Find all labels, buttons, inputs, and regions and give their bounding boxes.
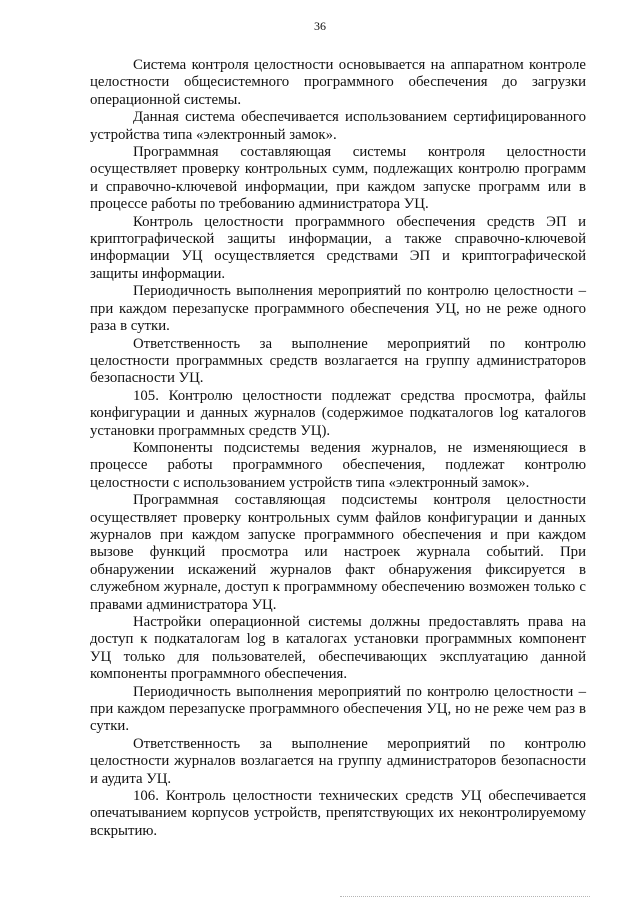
paragraph: Настройки операционной системы должны предоставлять права на доступ к подкаталогам log в каталогах установки программных компонент УЦ только для пользователей, обеспечивающих эксплуатацию данной компоненты программного обеспечения. xyxy=(90,614,586,683)
paragraph: Контроль целостности программного обеспечения средств ЭП и криптографической защиты информации, а также справочно-ключевой информации УЦ осуществляется средствами ЭП и криптографической защиты информации. xyxy=(90,213,586,282)
paragraph: Периодичность выполнения мероприятий по контролю целостности – при каждом перезапуске программного обеспечения УЦ, но не реже одного раза в сутки. xyxy=(90,283,586,335)
page-number: 36 xyxy=(314,19,326,33)
paragraph: Ответственность за выполнение мероприятий по контролю целостности программных средств возлагается на группу администраторов безопасности УЦ. xyxy=(90,335,586,387)
paragraph: Программная составляющая системы контроля целостности осуществляет проверку контрольных сумм, подлежащих контролю программ и справочно-ключевой информации, при каждом запуске программ или в процессе работы по требованию администратора УЦ. xyxy=(90,144,586,213)
paragraph: 105. Контролю целостности подлежат средства просмотра, файлы конфигурации и данных журналов (содержимое подкаталогов log каталогов установки программных средств УЦ). xyxy=(90,387,586,439)
body-text xyxy=(90,57,586,840)
paragraph: Компоненты подсистемы ведения журналов, не изменяющиеся в процессе работы программного обеспечения, подлежат контролю целостности с использованием устройств типа «электронный замок». xyxy=(90,439,586,491)
paragraph: Данная система обеспечивается использованием сертифицированного устройства типа «электронный замок». xyxy=(90,109,586,143)
paragraph: Ответственность за выполнение мероприятий по контролю целостности журналов возлагается на группу администраторов безопасности и аудита УЦ. xyxy=(90,735,586,787)
scan-edge-mark xyxy=(340,896,590,897)
paragraph: Система контроля целостности основывается на аппаратном контроле целостности общесистемного программного обеспечения до загрузки операционной системы. xyxy=(90,57,586,108)
paragraph: 106. Контроль целостности технических средств УЦ обеспечивается опечатыванием корпусов устройств, препятствующих их неконтролируемому вскрытию. xyxy=(90,788,586,839)
paragraph: Периодичность выполнения мероприятий по контролю целостности – при каждом перезапуске программного обеспечения УЦ, но не реже чем раз в сутки. xyxy=(90,683,586,735)
paragraph: Программная составляющая подсистемы контроля целостности осуществляет проверку контрольных сумм файлов конфигурации и данных журналов при каждом запуске программного обеспечения и при каждом вызове функций просмотра или настроек журнала событий. При обнаружении искажений журналов факт обнаружения фиксируется в служебном журнале, доступ к программному обеспечению возможен только с правами администратора УЦ. xyxy=(90,492,586,613)
